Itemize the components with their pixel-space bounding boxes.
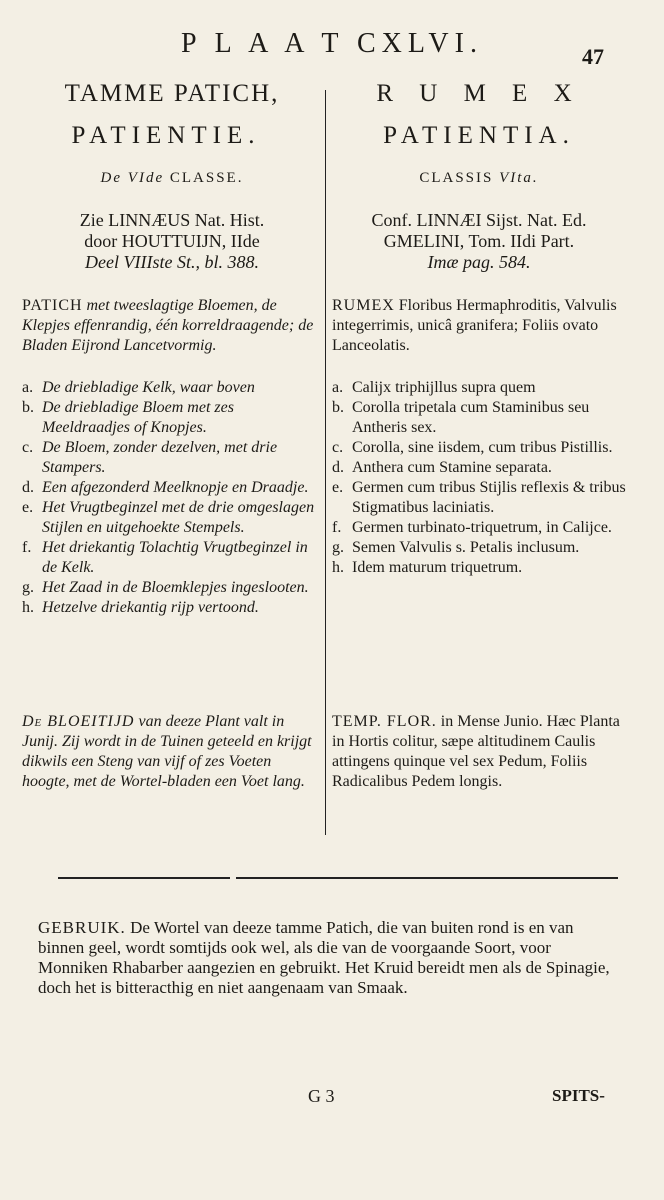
list-item: a. De driebladige Kelk, waar boven — [22, 379, 255, 396]
usage-text: De Wortel van deeze tamme Patich, die van buiten rond is en van binnen geel, wordt somtijds ook wel, als die van de voorgaande Soort, voor Monniken Rhabarber aangezien en gebruikt. Het Kruid bereidt men als de Spinagie, doch het is bitteracthig en niet aangenaam van Smaak. — [38, 918, 610, 997]
left-items — [22, 378, 322, 618]
left-description-text: met tweeslagtige Bloemen, de Klepjes effenrandig, één korreldraagende; de Bladen Eijrond Lancetvormig. — [22, 297, 314, 354]
left-ref-line: Zie LINNÆUS Nat. Hist. — [79, 210, 265, 230]
left-flowering-text: van deeze Plant valt in Junij. Zij wordt in de Tuinen geteeld en krijgt dikwils een Steng van vijf of zes Voeten hoogte, met de Wortel-bladen een Voet lang. — [22, 713, 312, 790]
right-description-text: Floribus Hermaphroditis, Valvulis integerrimis, unicâ granifera; Foliis ovato Lanceolatis. — [332, 297, 617, 354]
list-item: b. Corolla tripetala cum Staminibus seu Antheris sex. — [332, 399, 590, 436]
left-reference — [22, 210, 322, 273]
left-ref-line: door HOUTTUIJN, IIde — [84, 231, 260, 251]
right-ref-line: GMELINI, Tom. IIdi Part. — [383, 231, 575, 251]
usage-lead: GEBRUIK. — [38, 918, 126, 937]
left-subtitle: PATIENTIE. — [71, 122, 261, 149]
right-ref-line: Imæ pag. 584. — [427, 252, 531, 272]
list-item: h. Hetzelve driekantig rijp vertoond. — [22, 599, 259, 616]
left-class-prefix: De — [100, 170, 123, 186]
separator-rule-left — [58, 877, 230, 879]
right-title: R U M E X — [376, 80, 582, 107]
left-ref-line: Deel VIIIste St., bl. 388. — [85, 252, 259, 272]
column-divider — [325, 90, 326, 835]
right-items — [332, 378, 626, 578]
right-reference — [332, 210, 626, 273]
right-description — [332, 296, 626, 356]
left-flowering-lead: De BLOEITIJD — [22, 713, 135, 730]
left-description-lead: PATICH — [22, 297, 83, 314]
page-number: 47 — [582, 44, 604, 69]
left-class-ordinal: VIde — [127, 170, 165, 186]
list-item: f. Germen turbinato-triquetrum, in Calijce. — [332, 519, 612, 536]
list-item: h. Idem maturum triquetrum. — [332, 559, 523, 576]
right-subtitle: PATIENTIA. — [383, 122, 575, 149]
right-flowering — [332, 712, 626, 792]
right-ref-line: Conf. LINNÆI Sijst. Nat. Ed. — [371, 210, 587, 230]
right-flowering-lead: TEMP. FLOR. — [332, 713, 437, 730]
right-class — [332, 170, 626, 187]
list-item: b. De driebladige Bloem met zes Meeldraadjes of Knopjes. — [22, 399, 234, 436]
list-item: g. Het Zaad in de Bloemklepjes ingeslooten. — [22, 579, 309, 596]
list-item: d. Een afgezonderd Meelknopje en Draadje. — [22, 479, 309, 496]
left-class — [22, 170, 322, 187]
list-item: g. Semen Valvulis s. Petalis inclusum. — [332, 539, 580, 556]
right-class-word: CLASSIS — [419, 170, 494, 186]
left-class-word: CLASSE. — [169, 170, 244, 186]
list-item: d. Anthera cum Stamine separata. — [332, 459, 552, 476]
separator-rule-right — [236, 877, 618, 879]
catchword: SPITS- — [552, 1086, 605, 1105]
signature-mark: G 3 — [308, 1086, 335, 1106]
list-item: e. Germen cum tribus Stijlis reflexis & tribus Stigmatibus laciniatis. — [332, 479, 626, 516]
left-description — [22, 296, 322, 356]
list-item: c. Corolla, sine iisdem, cum tribus Pistillis. — [332, 439, 613, 456]
list-item: f. Het driekantig Tolachtig Vrugtbeginzel in de Kelk. — [22, 539, 308, 576]
plate-title: P L A A T CXLVI. — [181, 28, 483, 59]
right-description-lead: RUMEX — [332, 297, 395, 314]
right-flowering-text: in Mense Junio. Hæc Planta in Hortis colitur, sæpe altitudinem Caulis attingens quinque vel sex Pedum, Foliis Radicalibus Pedem longis. — [332, 713, 620, 790]
list-item: e. Het Vrugtbeginzel met de drie omgeslagen Stijlen en uitgehoekte Stempels. — [22, 499, 315, 536]
usage-paragraph — [38, 918, 622, 998]
right-class-ordinal: VIta. — [499, 170, 539, 186]
list-item: a. Calijx triphijllus supra quem — [332, 379, 536, 396]
list-item: c. De Bloem, zonder dezelven, met drie Stampers. — [22, 439, 278, 476]
left-flowering — [22, 712, 322, 792]
left-title: TAMME PATICH, — [64, 80, 280, 107]
